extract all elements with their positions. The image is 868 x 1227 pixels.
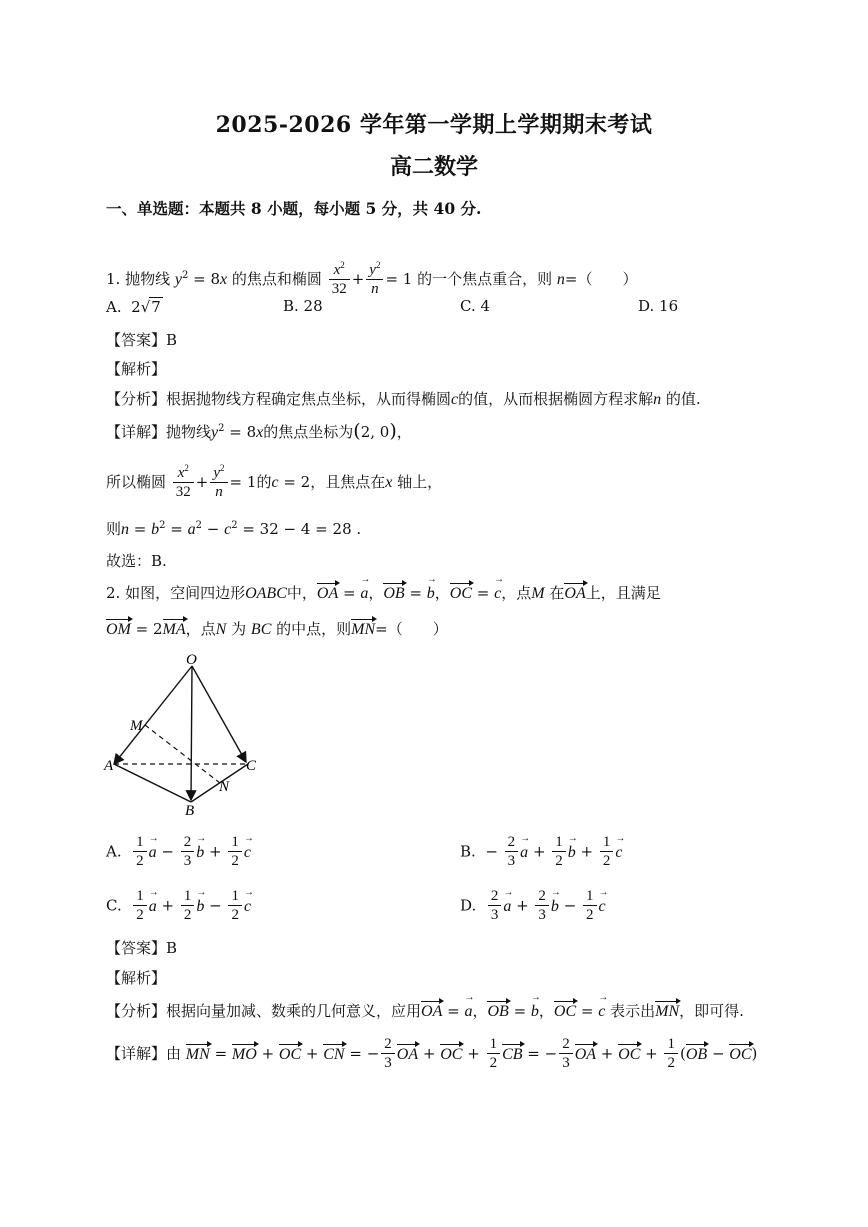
q2-stem-line2: OM = 2MA，点N 为 BC 的中点，则MN=（ ）: [106, 620, 448, 638]
q1-option-d: D. 16: [638, 297, 679, 315]
label-A: A: [104, 758, 114, 774]
q1-option-c: C. 4: [460, 297, 491, 315]
label-C: C: [246, 758, 257, 774]
label-M: M: [130, 718, 143, 734]
q2-option-c: C. $\frac{1}{2}$ a → + $\frac{1}{2}$ b → − $\frac{1}{2}$ c →: [106, 888, 251, 925]
section-heading: 一、单选题：本题共 8 小题，每小题 5 分，共 40 分.: [106, 199, 482, 218]
segment-MN-dashed: [145, 725, 220, 783]
exam-title: 2025-2026 学年第一学期上学期期末考试: [215, 112, 653, 138]
q1-xiangjie: 【详解】抛物线$y^2 = 8x$的焦点坐标为(2, 0)，: [106, 420, 412, 442]
q1-answer: 【答案】B: [106, 331, 178, 349]
q2-answer: 【答案】B: [106, 939, 178, 957]
q1-ellipse-line: 所以椭圆 $\frac{x^2}{32}$ + $\frac{y^2}{n}$ = 1的c = 2，且焦点在x 轴上，: [106, 460, 442, 502]
edge-OB: [191, 666, 192, 800]
q2-option-b: B. − $\frac{2}{3}$ a → + $\frac{1}{2}$ b → + $\frac{1}{2}$ c →: [460, 834, 623, 871]
q2-analysis-head: 【解析】: [106, 969, 167, 987]
label-N: N: [219, 779, 230, 795]
tetrahedron-figure: [100, 650, 270, 820]
q2-stem-line1: 2. 如图，空间四边形OABC中，OA = a →，OB = b →，OC = c →，点M 在OA上，且满足: [106, 582, 661, 603]
label-B: B: [185, 803, 195, 819]
q2-option-a: A. $\frac{1}{2}$ a → − $\frac{2}{3}$ b → + $\frac{1}{2}$ c →: [106, 834, 251, 871]
q1-fenxi: 【分析】根据抛物线方程确定焦点坐标，从而得椭圆c的值，从而根据椭圆方程求解n 的值.: [106, 390, 701, 408]
exam-subtitle: 高二数学: [389, 154, 478, 180]
edge-AB: [114, 764, 191, 802]
q1-option-a: A. 2√7: [106, 298, 161, 316]
q2-option-d: D. $\frac{2}{3}$ a → + $\frac{2}{3}$ b → − $\frac{1}{2}$ c →: [460, 888, 606, 925]
q1-stem: 1. 抛物线 $y^2 = 8x$ 的焦点和椭圆 $\frac{x^2}{32}$ + $\frac{y^2}{n}$ = 1 的一个焦点重合，则 n=（ ）: [106, 257, 637, 299]
q1-option-b: B. 28: [283, 297, 323, 315]
q1-analysis-head: 【解析】: [106, 360, 167, 378]
edge-OC: [192, 666, 246, 762]
label-O: O: [186, 652, 197, 668]
edge-OA: [114, 666, 192, 764]
q1-select: 故选：B.: [106, 552, 167, 570]
q2-xiangjie: 【详解】由 MN = MO + OC + CN = − $\frac{2}{3}$ OA + OC + $\frac{1}{2}$ CB = − $\frac{2}{3}$ OA + OC + $\frac{1}{2}$ (OB − OC): [106, 1036, 758, 1071]
q1-result: 则$n = b^2 = a^2 - c^2 = 32 - 4 = 28$ .: [106, 520, 362, 538]
q2-fenxi: 【分析】根据向量加减、数乘的几何意义，应用OA = a →，OB = b →，OC = c → 表示出MN，即可得.: [106, 1000, 744, 1021]
